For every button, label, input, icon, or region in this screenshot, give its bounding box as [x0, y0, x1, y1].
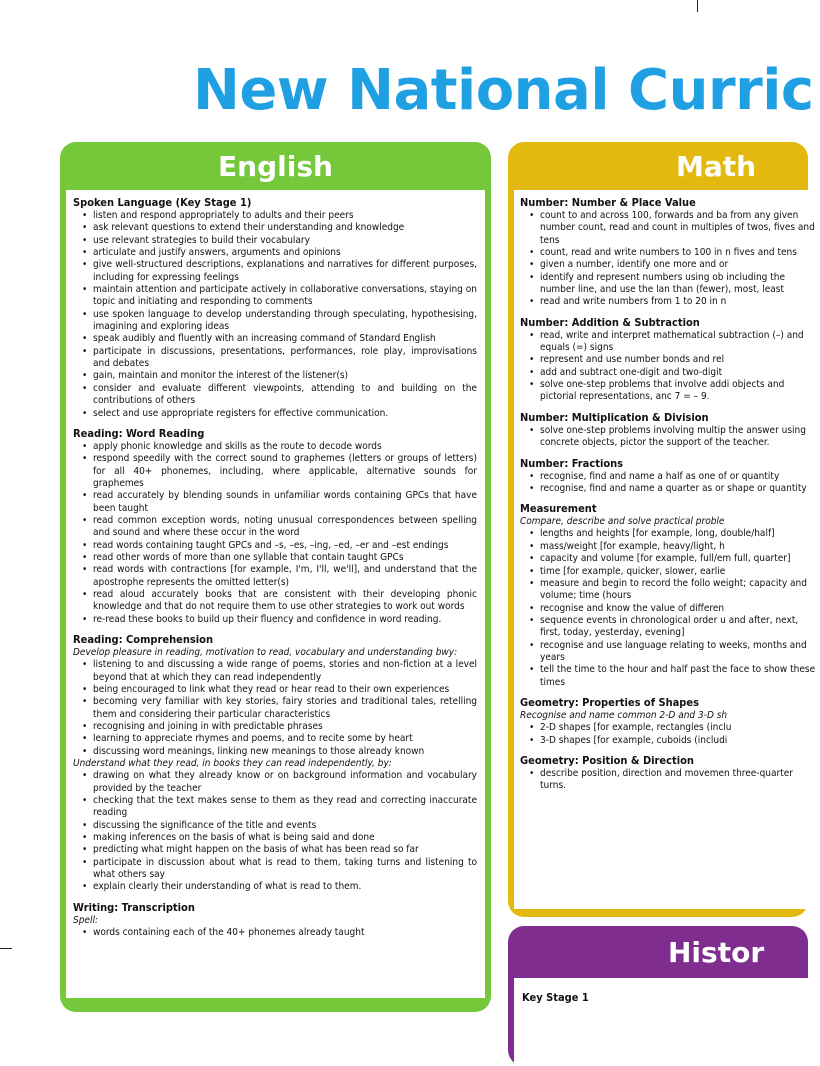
bullet-item: • use relevant strategies to build their vocabulary	[73, 235, 477, 247]
section-heading: Writing: Transcription	[73, 900, 195, 914]
maths-content	[514, 190, 816, 909]
section-heading: Spoken Language (Key Stage 1)	[73, 196, 252, 209]
bullet-list	[73, 659, 477, 758]
english-section	[73, 427, 477, 626]
bullet-item: • consider and evaluate different viewpoints, attending to and building on the contributions of others	[73, 383, 477, 408]
bullet-item: • read words containing taught GPCs and –s, –es, –ing, –ed, –er and –est endings	[73, 540, 477, 552]
bullet-item: • re-read these books to build up their fluency and confidence in word reading.	[73, 614, 477, 626]
bullet-item: • making inferences on the basis of what is being said and done	[73, 832, 477, 844]
english-section	[73, 633, 477, 894]
bullet-item: • measure and begin to record the follo weight; capacity and volume; time (hours	[520, 578, 820, 603]
english-heading: English	[218, 149, 333, 183]
bullet-item: • recognise and know the value of differen	[520, 603, 820, 615]
crop-mark-top	[697, 0, 698, 12]
bullet-list	[73, 927, 477, 939]
bullet-list	[520, 330, 808, 404]
bullet-item: • recognise, find and name a half as one of or quantity	[520, 471, 820, 483]
bullet-list	[520, 768, 808, 793]
bullet-list	[520, 210, 815, 309]
bullet-item: • listen and respond appropriately to adults and their peers	[73, 210, 477, 222]
section-intro: Recognise and name common 2-D and 3-D sh	[520, 709, 728, 721]
section-heading: Number: Addition & Subtraction	[520, 315, 700, 329]
bullet-item: • recognise, find and name a quarter as or shape or quantity	[520, 483, 820, 495]
bullet-item: • select and use appropriate registers for effective communication.	[73, 408, 477, 420]
maths-section	[520, 411, 808, 450]
bullet-item: • count, read and write numbers to 100 in n fives and tens	[520, 247, 820, 259]
bullet-list	[520, 471, 808, 496]
section-heading: Measurement	[520, 502, 597, 516]
bullet-item: • recognising and joining in with predictable phrases	[73, 721, 477, 733]
bullet-list	[520, 722, 808, 747]
bullet-item: • lengths and heights [for example, long, double/half]	[520, 528, 820, 540]
section-intro: Understand what they read, in books they can read independently, by:	[73, 758, 392, 770]
maths-section	[520, 696, 808, 747]
bullet-item: • 3-D shapes [for example, cuboids (includi	[520, 735, 820, 747]
bullet-item: • learning to appreciate rhymes and poems, and to recite some by heart	[73, 733, 477, 745]
bullet-item: • maintain attention and participate actively in collaborative conversations, staying on topic and initiating and responding to comments	[73, 284, 477, 309]
history-panel	[508, 926, 808, 1066]
bullet-item: • respond speedily with the correct sound to graphemes (letters or groups of letters) for all 40+ phonemes, including, where applicable, alternative sounds for graphemes	[73, 453, 477, 490]
section-heading: Geometry: Properties of Shapes	[520, 695, 699, 709]
bullet-item: • identify and represent numbers using ob including the number line, and use the lan than (fewer), most, least	[520, 272, 820, 297]
bullet-item: • articulate and justify answers, arguments and opinions	[73, 247, 477, 259]
bullet-item: • ask relevant questions to extend their understanding and knowledge	[73, 222, 477, 234]
page-title: New National Curric	[193, 58, 814, 123]
bullet-item: • read common exception words, noting unusual correspondences between spelling and sound and where these occur in the word	[73, 515, 477, 540]
bullet-item: • discussing word meanings, linking new meanings to those already known	[73, 746, 477, 758]
maths-section	[520, 457, 808, 496]
bullet-item: • sequence events in chronological order u and after, next, first, today, yesterday, evening]	[520, 615, 820, 640]
bullet-item: • solve one-step problems that involve addi objects and pictorial representations, anc 7 = – 9.	[520, 379, 820, 404]
bullet-item: • explain clearly their understanding of what is read to them.	[73, 881, 477, 893]
bullet-item: • read, write and interpret mathematical subtraction (–) and equals (=) signs	[520, 330, 820, 355]
bullet-list	[73, 210, 477, 420]
maths-heading: Math	[676, 149, 757, 183]
english-panel	[60, 142, 491, 1012]
maths-panel	[508, 142, 816, 917]
bullet-item: • being encouraged to link what they read or hear read to their own experiences	[73, 684, 477, 696]
bullet-item: • tell the time to the hour and half past the face to show these times	[520, 664, 820, 689]
english-section	[73, 901, 477, 940]
history-key-stage: Key Stage 1	[522, 991, 589, 1004]
bullet-item: • read words with contractions [for example, I'm, I'll, we'll], and understand that the apostrophe represents the omitted letter(s)	[73, 564, 477, 589]
section-heading: Number: Fractions	[520, 456, 624, 470]
section-heading: Number: Number & Place Value	[520, 196, 696, 209]
bullet-list	[73, 441, 477, 626]
bullet-item: • count to and across 100, forwards and ba from any given number count, read and count in multiples of twos, fives and tens	[520, 210, 820, 247]
bullet-item: • drawing on what they already know or on background information and vocabulary provided by the teacher	[73, 770, 477, 795]
bullet-item: • checking that the text makes sense to them as they read and correcting inaccurate reading	[73, 795, 477, 820]
bullet-list	[520, 528, 816, 688]
maths-section	[520, 316, 808, 404]
bullet-item: • recognise and use language relating to weeks, months and years	[520, 640, 820, 665]
bullet-item: • represent and use number bonds and rel	[520, 354, 820, 366]
bullet-item: • participate in discussions, presentations, performances, role play, improvisations and debates	[73, 346, 477, 371]
maths-section	[520, 502, 816, 689]
bullet-list	[73, 770, 477, 893]
section-heading: Reading: Word Reading	[73, 426, 205, 440]
bullet-item: • words containing each of the 40+ phonemes already taught	[73, 927, 477, 939]
maths-section	[520, 754, 808, 793]
bullet-item: • use spoken language to develop understanding through speculating, hypothesising, imagining and exploring ideas	[73, 309, 477, 334]
bullet-item: • solve one-step problems involving multip the answer using concrete objects, pictor the support of the teacher.	[520, 425, 820, 450]
bullet-item: • time [for example, quicker, slower, earlie	[520, 566, 820, 578]
section-intro: Spell:	[73, 914, 98, 926]
bullet-item: • apply phonic knowledge and skills as the route to decode words	[73, 441, 477, 453]
bullet-item: • mass/weight [for example, heavy/light, h	[520, 541, 820, 553]
bullet-item: • becoming very familiar with key stories, fairy stories and traditional tales, retelling them and considering their particular characteristics	[73, 696, 477, 721]
bullet-item: • read aloud accurately books that are consistent with their developing phonic knowledge and that do not require them to use other strategies to work out words	[73, 589, 477, 614]
bullet-item: • read and write numbers from 1 to 20 in n	[520, 296, 820, 308]
crop-mark-left	[0, 948, 12, 949]
bullet-item: • 2-D shapes [for example, rectangles (inclu	[520, 722, 820, 734]
bullet-item: • listening to and discussing a wide range of poems, stories and non-fiction at a level beyond that at which they can read independently	[73, 659, 477, 684]
maths-section	[520, 196, 815, 309]
bullet-item: • give well-structured descriptions, explanations and narratives for different purposes, including for expressing feelings	[73, 259, 477, 284]
bullet-item: • participate in discussion about what is read to them, taking turns and listening to what others say	[73, 857, 477, 882]
english-section	[73, 196, 477, 420]
history-heading: Histor	[668, 935, 765, 969]
bullet-item: • speak audibly and fluently with an increasing command of Standard English	[73, 333, 477, 345]
bullet-item: • capacity and volume [for example, full/em full, quarter]	[520, 553, 820, 565]
bullet-list	[520, 425, 808, 450]
history-content	[514, 978, 808, 1066]
english-content	[66, 190, 485, 998]
bullet-item: • add and subtract one-digit and two-digit	[520, 367, 820, 379]
section-heading: Reading: Comprehension	[73, 633, 214, 646]
bullet-item: • gain, maintain and monitor the interest of the listener(s)	[73, 370, 477, 382]
section-heading: Number: Multiplication & Division	[520, 410, 709, 424]
bullet-item: • read accurately by blending sounds in unfamiliar words containing GPCs that have been taught	[73, 490, 477, 515]
bullet-item: • predicting what might happen on the basis of what has been read so far	[73, 844, 477, 856]
bullet-item: • read other words of more than one syllable that contain taught GPCs	[73, 552, 477, 564]
section-intro: Compare, describe and solve practical proble	[520, 516, 725, 528]
section-heading: Geometry: Position & Direction	[520, 753, 694, 767]
bullet-item: • describe position, direction and movemen three-quarter turns.	[520, 768, 820, 793]
section-intro: Develop pleasure in reading, motivation to read, vocabulary and understanding bwy:	[73, 647, 458, 658]
bullet-item: • discussing the significance of the title and events	[73, 820, 477, 832]
bullet-item: • given a number, identify one more and or	[520, 259, 820, 271]
